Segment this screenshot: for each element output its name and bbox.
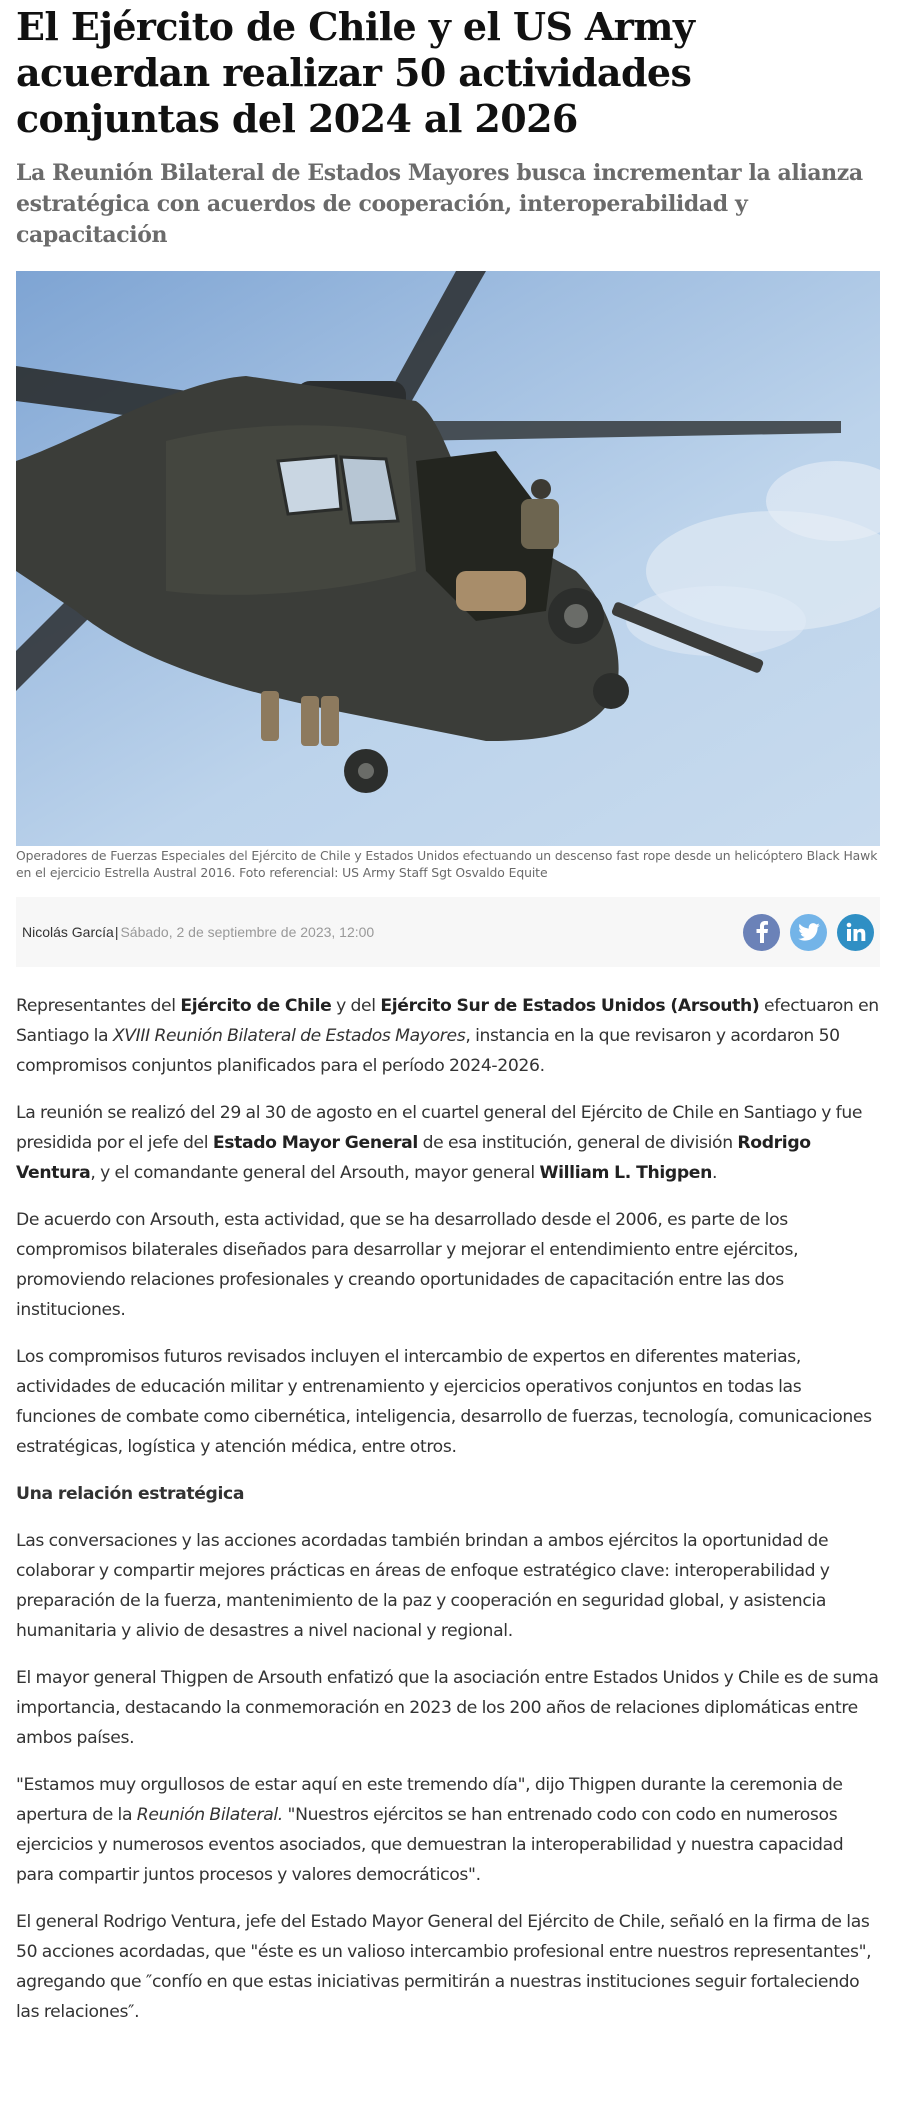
helicopter-illustration [16,271,880,846]
bold-text: Estado Mayor General [212,1133,418,1153]
section-heading: Una relación estratégica [16,1484,245,1504]
text: y del [331,996,381,1016]
share-facebook-button[interactable] [743,914,780,951]
article-body [16,991,882,2027]
twitter-icon [798,923,820,941]
paragraph-1 [16,991,882,1081]
text: Representantes del [16,996,181,1016]
article-title: El Ejército de Chile y el US Army acuerdan realizar 50 actividades conjuntas del 2024 al 2026 [16,4,695,141]
helicopter-photo[interactable] [16,271,880,846]
article-subtitle: La Reunión Bilateral de Estados Mayores busca incrementar la alianza estratégica con acuerdos de cooperación, interoperabilidad y capacitación [16,160,863,248]
article-meta-bar [16,897,880,967]
text: "Nuestros ejércitos se han entrenado codo con codo en numerosos ejercicios y numerosos eventos asociados, que demuestran la interoperabilidad y nuestra capacidad para compartir juntos procesos y valores democráticos". [16,1805,844,1885]
bold-text: Ejército de Chile [180,996,332,1016]
text: La reunión se realizó del 29 al 30 de agosto en el cuartel general del Ejército de Chile en Santiago y fue presidida por el jefe del [16,1103,863,1153]
byline-separator: | [114,924,119,940]
share-linkedin-button[interactable] [837,914,874,951]
paragraph-8: El general Rodrigo Ventura, jefe del Estado Mayor General del Ejército de Chile, señaló en la firma de las 50 acciones acordadas, que "éste es un valioso intercambio profesional entre nuestros representantes", agregando que ″confío en que estas iniciativas permitirán a nuestras instituciones seguir fortaleciendo las relaciones″. [16,1912,872,2022]
text: . [712,1163,718,1183]
text: "Estamos muy orgullosos de estar aquí en este tremendo día", dijo Thigpen durante la ceremonia de apertura de la [16,1775,843,1825]
bold-text: William L. Thigpen [539,1163,712,1183]
paragraph-4: Los compromisos futuros revisados incluyen el intercambio de expertos en diferentes materias, actividades de educación militar y entrenamiento y ejercicios operativos conjuntos en todas las funciones de combate como cibernética, inteligencia, desarrollo de fuerzas, tecnología, comunicaciones estratégicas, logística y atención médica, entre otros. [16,1347,872,1457]
photo-caption: Operadores de Fuerzas Especiales del Ejército de Chile y Estados Unidos efectuando un descenso fast rope desde un helicóptero Black Hawk en el ejercicio Estrella Austral 2016. Foto referencial: US Army Staff Sgt Osvaldo Equite [16,848,878,880]
bold-text: Ejército Sur de Estados Unidos (Arsouth) [380,996,760,1016]
paragraph-2 [16,1098,882,1188]
linkedin-icon [846,922,866,942]
share-buttons [743,914,874,951]
italic-text: Reunión Bilateral. [136,1805,283,1825]
bold-text: Rodrigo Ventura [16,1133,811,1183]
publish-date: Sábado, 2 de septiembre de 2023, 12:00 [120,924,375,940]
facebook-icon [755,921,769,943]
article-figure [16,271,880,881]
text: efectuaron en Santiago la [16,996,879,1046]
share-twitter-button[interactable] [790,914,827,951]
paragraph-3: De acuerdo con Arsouth, esta actividad, que se ha desarrollado desde el 2006, es parte de los compromisos bilaterales diseñados para desarrollar y mejorar el entendimiento entre ejércitos, promoviendo relaciones profesionales y creando oportunidades de capacitación entre las dos instituciones. [16,1210,799,1320]
byline [22,924,374,940]
paragraph-5: Las conversaciones y las acciones acordadas también brindan a ambos ejércitos la oportunidad de colaborar y compartir mejores prácticas en áreas de enfoque estratégico clave: interoperabilidad y preparación de la fuerza, mantenimiento de la paz y cooperación en seguridad global, y asistencia humanitaria y alivio de desastres a nivel nacional y regional. [16,1531,830,1641]
text: , y el comandante general del Arsouth, mayor general [90,1163,540,1183]
paragraph-6: El mayor general Thigpen de Arsouth enfatizó que la asociación entre Estados Unidos y Chile es de suma importancia, destacando la conmemoración en 2023 de los 200 años de relaciones diplomáticas entre ambos países. [16,1668,879,1748]
italic-text: XVIII Reunión Bilateral de Estados Mayores [112,1026,466,1046]
author-name[interactable]: Nicolás García [22,924,114,940]
text: de esa institución, general de división [417,1133,738,1153]
text: , instancia en la que revisaron y acordaron 50 compromisos conjuntos planificados para el período 2024-2026. [16,1026,840,1076]
paragraph-7 [16,1770,882,1890]
